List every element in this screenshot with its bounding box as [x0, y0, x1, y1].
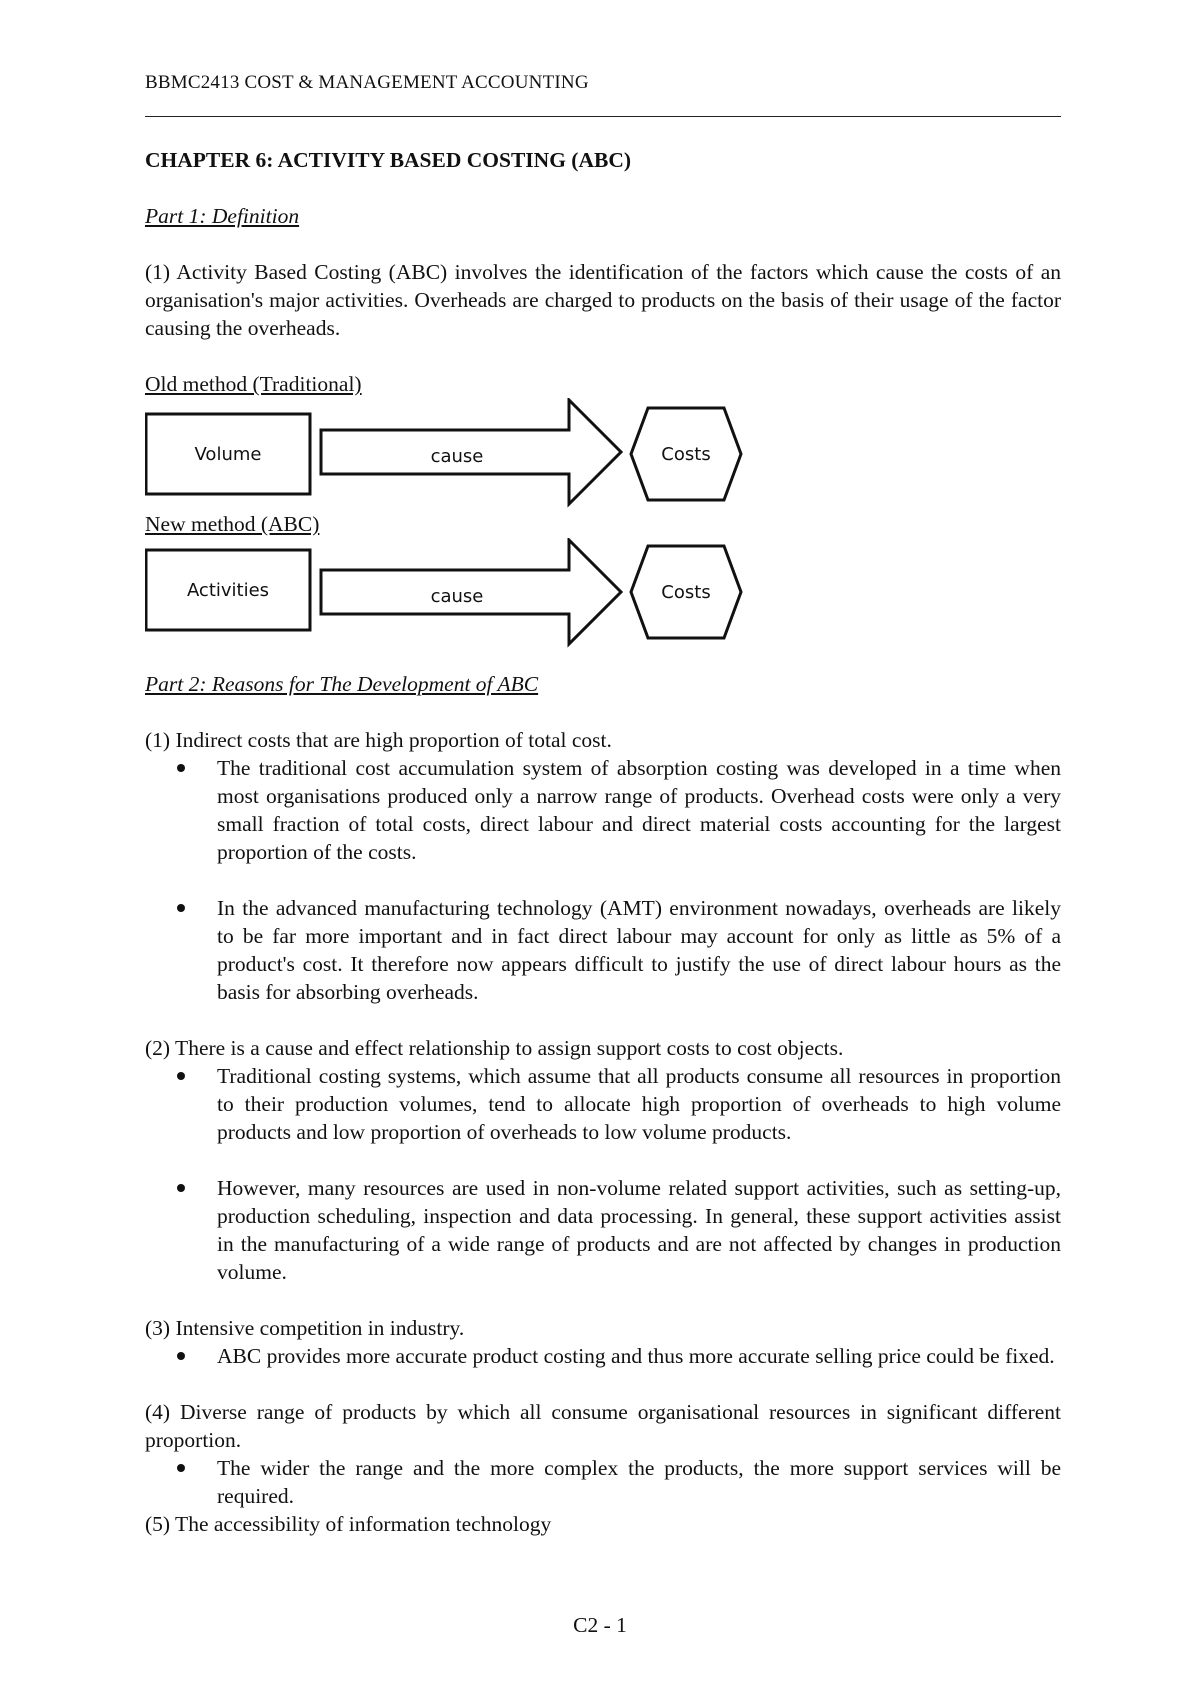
bullet-item [217, 1062, 1061, 1146]
bullet-dot [177, 1072, 185, 1080]
costs-label: Costs [661, 582, 711, 603]
bullet-item [217, 894, 1061, 1006]
running-header: BBMC2413 COST & MANAGEMENT ACCOUNTING [145, 72, 589, 93]
reason-2-bullets [145, 1062, 1061, 1146]
bullet-text: The traditional cost accumulation system of absorption costing was developed in a time when most organisations produced only a narrow range of products. Overhead costs were only a very small fraction of total costs, direct labour and direct material costs accounting for the largest proportion of the costs. [217, 756, 1061, 864]
old-method-diagram [145, 398, 1061, 510]
part2-heading: Part 2: Reasons for The Development of ABC [145, 672, 539, 696]
page-content [145, 146, 1061, 1538]
header-rule [145, 116, 1061, 117]
bullet-text: In the advanced manufacturing technology (AMT) environment nowadays, overheads are likely to be far more important and in fact direct labour may account for only as little as 5% of a product's cost. It therefore now appears difficult to justify the use of direct labour hours as the basis for absorbing overheads. [217, 896, 1061, 1004]
old-method-label: Old method (Traditional) [145, 372, 362, 396]
chapter-title: CHAPTER 6: ACTIVITY BASED COSTING (ABC) [145, 148, 632, 172]
volume-label: Volume [194, 444, 262, 465]
bullet-text: ABC provides more accurate product costing and thus more accurate selling price could be fixed. [217, 1344, 1055, 1368]
reason-4-bullets [145, 1454, 1061, 1510]
new-method-label: New method (ABC) [145, 512, 320, 536]
bullet-text: However, many resources are used in non-volume related support activities, such as setting-up, production scheduling, inspection and data processing. In general, these support activities assist in the manufacturing of a wide range of products and are not affected by changes in production volume. [217, 1176, 1061, 1284]
reason-2: (2) There is a cause and effect relationship to assign support costs to cost objects. [145, 1036, 844, 1060]
bullet-item [217, 1174, 1061, 1286]
reason-1-bullets-2 [145, 894, 1061, 1006]
reason-5: (5) The accessibility of information technology [145, 1512, 552, 1536]
bullet-dot [177, 904, 185, 912]
bullet-item [217, 1342, 1061, 1370]
cause-arrow-label: cause [430, 586, 484, 607]
reason-1: (1) Indirect costs that are high proportion of total cost. [145, 728, 612, 752]
bullet-dot [177, 1184, 185, 1192]
reason-1-bullets [145, 754, 1061, 866]
reason-4: (4) Diverse range of products by which all consume organisational resources in significant different proportion. [145, 1400, 1061, 1452]
bullet-text: Traditional costing systems, which assume that all products consume all resources in proportion to their production volumes, tend to allocate high proportion of overheads to high volume products and low proportion of overheads to low volume products. [217, 1064, 1061, 1144]
bullet-item [217, 1454, 1061, 1510]
activities-label: Activities [186, 580, 270, 601]
bullet-text: The wider the range and the more complex the products, the more support services will be required. [217, 1456, 1061, 1508]
bullet-item [217, 754, 1061, 866]
bullet-dot [177, 764, 185, 772]
reason-3: (3) Intensive competition in industry. [145, 1316, 465, 1340]
part1-heading: Part 1: Definition [145, 204, 300, 228]
reason-3-bullets [145, 1342, 1061, 1370]
definition-paragraph: (1) Activity Based Costing (ABC) involves the identification of the factors which cause the costs of an organisation's major activities. Overheads are charged to products on the basis of their usage of the factor causing the overheads. [145, 260, 1061, 340]
new-method-diagram [145, 538, 1061, 650]
reason-2-bullets-2 [145, 1174, 1061, 1286]
costs-label: Costs [661, 444, 711, 465]
bullet-dot [177, 1464, 185, 1472]
bullet-dot [177, 1352, 185, 1360]
cause-arrow-label: cause [430, 446, 484, 467]
page-number: C2 - 1 [573, 1613, 627, 1637]
